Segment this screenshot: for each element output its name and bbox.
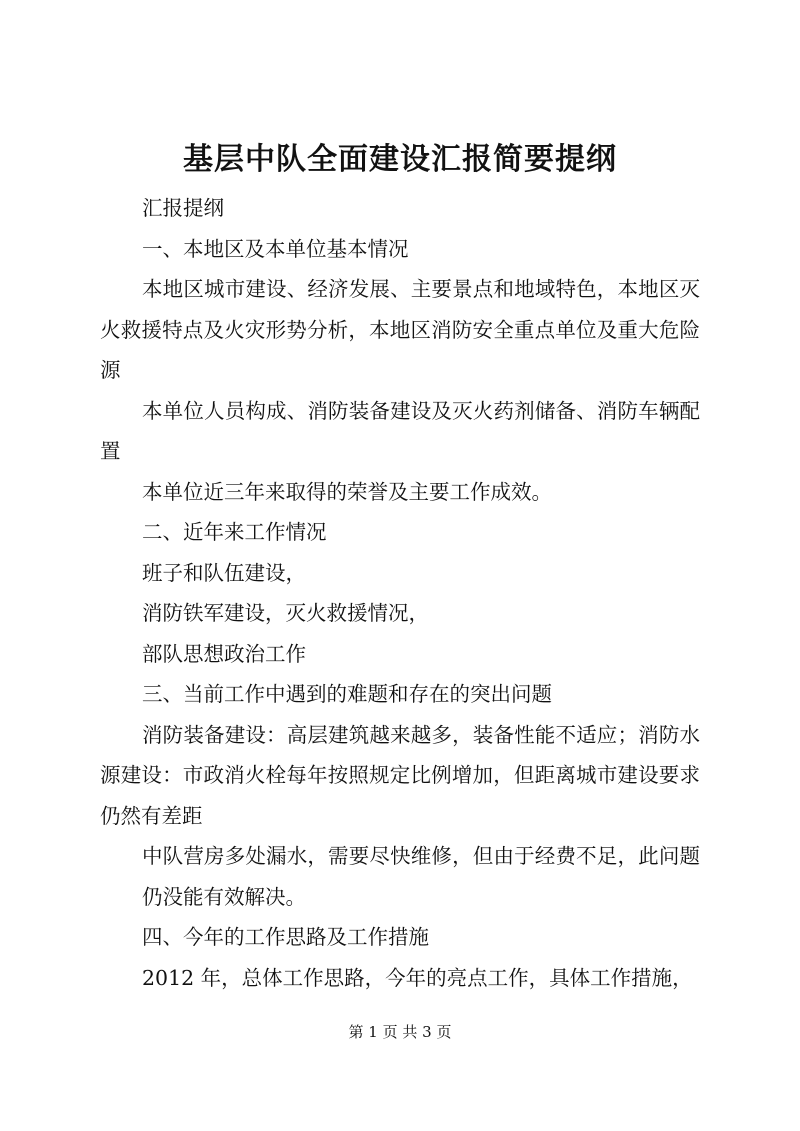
paragraph-12: 中队营房多处漏水，需要尽快维修，但由于经费不足，此问题仍没能有效解决。 bbox=[142, 844, 700, 909]
paragraph-11: 消防装备建设：高层建筑越来越多，装备性能不适应；消防水源建设：市政消火栓每年按照规定比例增加，但距离城市建设要求仍然有差距 bbox=[100, 722, 700, 828]
paragraph-1: 汇报提纲 bbox=[142, 196, 224, 220]
paragraph-2: 一、本地区及本单位基本情况 bbox=[142, 236, 409, 261]
paragraph-9: 部队思想政治工作 bbox=[142, 641, 306, 666]
paragraph-7: 班子和队伍建设， bbox=[142, 560, 306, 585]
paragraph-10: 三、当前工作中遇到的难题和存在的突出问题 bbox=[142, 682, 552, 706]
paragraph-5: 本单位近三年来取得的荣誉及主要工作成效。 bbox=[142, 479, 552, 504]
paragraph-4: 本单位人员构成、消防装备建设及灭火药剂储备、消防车辆配置 bbox=[100, 398, 700, 463]
page-footer: 第 1 页 共 3 页 bbox=[348, 1023, 452, 1041]
paragraph-6: 二、近年来工作情况 bbox=[142, 520, 327, 544]
paragraph-8: 消防铁军建设，灭火救援情况， bbox=[142, 601, 429, 625]
paragraph-14: 2012 年，总体工作思路，今年的亮点工作，具体工作措施， bbox=[142, 965, 693, 990]
document-body bbox=[100, 188, 700, 998]
paragraph-13: 四、今年的工作思路及工作措施 bbox=[142, 925, 429, 949]
document-title: 基层中队全面建设汇报简要提纲 bbox=[183, 142, 617, 177]
paragraph-3: 本地区城市建设、经济发展、主要景点和地域特色，本地区灭火救援特点及火灾形势分析，本地区消防安全重点单位及重大危险源 bbox=[100, 277, 700, 382]
